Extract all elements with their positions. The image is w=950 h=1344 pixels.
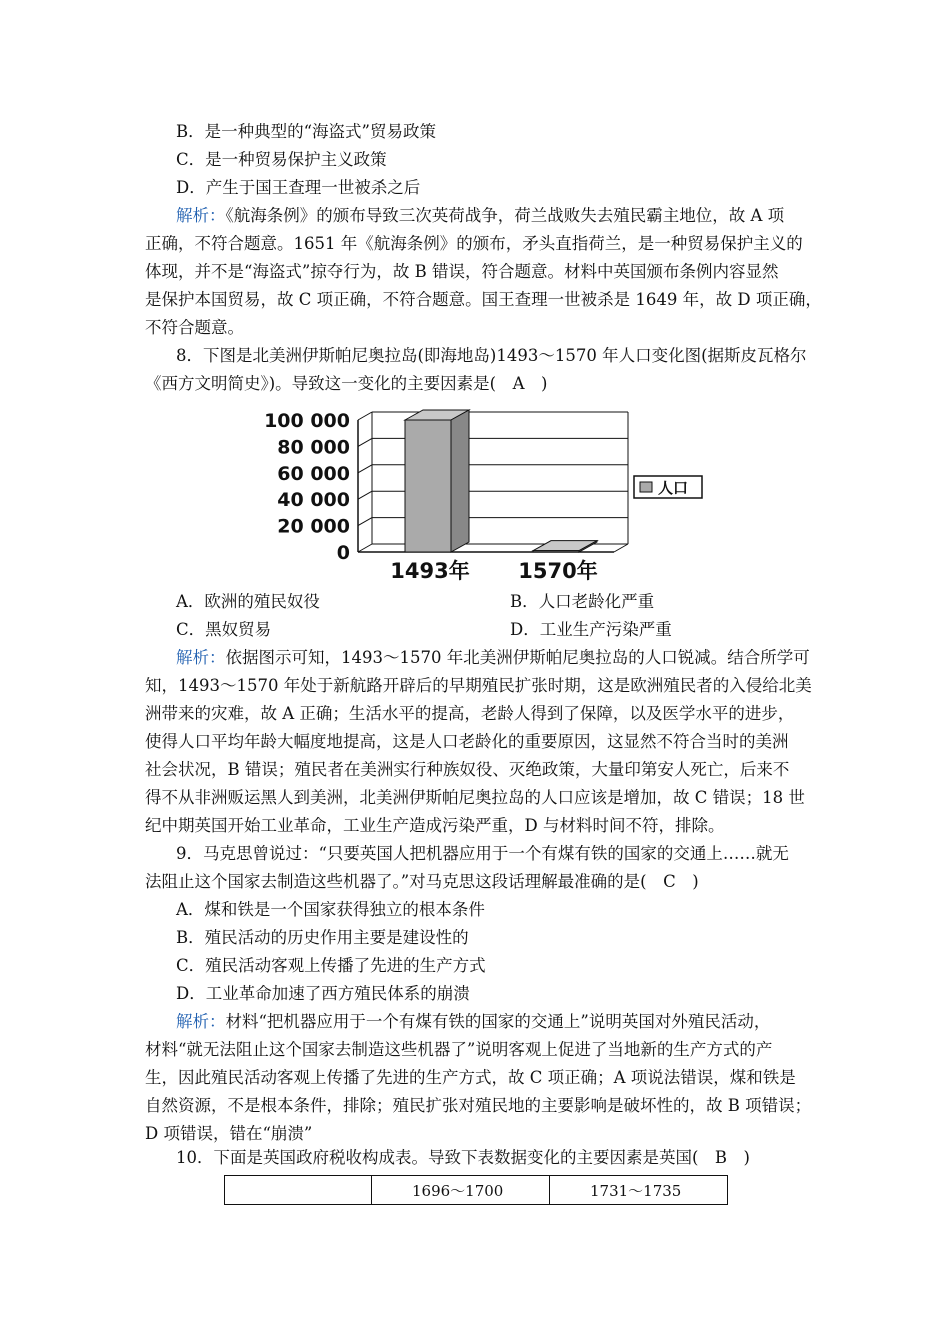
table-header-cell: 1731～1735 [550,1176,728,1205]
q9-analysis-line-1: 解析：材料“把机器应用于一个有煤有铁的国家的交通上”说明英国对外殖民活动， [176,1012,771,1031]
q8-option-c: C．黑奴贸易 [176,620,272,639]
bar [533,541,597,552]
q8-option-a: A．欧洲的殖民奴役 [176,592,320,611]
y-tick-label: 100 000 [264,410,350,432]
x-axis-categories [390,559,597,583]
q9-stem-line-2: 法阻止这个国家去制造这些机器了。”对马克思这段话理解最准确的是( C ) [145,872,699,891]
y-tick-label: 40 000 [277,489,350,512]
analysis-label: 解析： [176,648,226,667]
grid-line [358,518,372,526]
q8-analysis-line-7: 纪中期英国开始工业革命，工业生产造成污染严重，D 与材料时间不符，排除。 [145,816,725,835]
q9-option-a: A．煤和铁是一个国家获得独立的根本条件 [176,900,485,919]
grid-line [358,544,372,552]
bar-side [451,410,469,552]
grid-line [358,412,372,420]
q8-option-b: B．人口老龄化严重 [510,592,655,611]
bar-front [405,420,451,552]
table-header-cell [225,1176,372,1205]
q9-analysis-line-2: 材料“就无法阻止这个国家去制造这些机器了”说明客观上促进了当地新的生产方式的产 [145,1040,773,1059]
q7-analysis-line-2: 正确，不符合题意。1651 年《航海条例》的颁布，矛头直指荷兰，是一种贸易保护主义的 [145,234,803,253]
bar-front [533,551,579,552]
bar [405,410,469,552]
chart-grid [358,412,628,552]
table-row [225,1176,728,1205]
q9-analysis-line-5: D 项错误，错在“崩溃” [145,1124,313,1143]
y-tick-label: 20 000 [277,515,350,538]
y-tick-label: 0 [336,542,350,564]
q8-stem-line-1: 8．下图是北美洲伊斯帕尼奥拉岛(即海地岛)1493～1570 年人口变化图(据斯皮瓦格尔 [176,346,807,365]
q9-analysis-line-3: 生，因此殖民活动客观上传播了先进的生产方式，故 C 项正确；A 项说法错误，煤和铁是 [145,1068,796,1087]
analysis-label: 解析： [176,1012,226,1031]
q8-analysis-line-4: 使得人口平均年龄大幅度地提高，这是人口老龄化的重要原因，这显然不符合当时的美洲 [145,732,789,751]
q7-option-d: D．产生于国王查理一世被杀之后 [176,178,421,197]
q9-analysis-line-4: 自然资源，不是根本条件，排除；殖民扩张对殖民地的主要影响是破坏性的，故 B 项错误； [145,1096,812,1115]
tax-table [224,1175,728,1205]
x-category-label: 1493年 [390,559,470,583]
floor-edge [614,544,628,552]
q9-stem-line-1: 9．马克思曾说过：“只要英国人把机器应用于一个有煤有铁的国家的交通上……就无 [176,844,789,863]
q7-analysis-line-5: 不符合题意。 [145,318,244,337]
q8-option-d: D．工业生产污染严重 [510,620,672,639]
grid-line [358,465,372,473]
y-tick-label: 80 000 [277,436,350,459]
grid-line [358,491,372,499]
x-category-label: 1570年 [518,559,598,583]
table-header-cell: 1696～1700 [372,1176,550,1205]
q8-stem-line-2: 《西方文明简史》)。导致这一变化的主要因素是( A ) [145,374,548,393]
q8-analysis-line-3: 洲带来的灾难，故 A 正确；生活水平的提高，老龄人得到了保障，以及医学水平的进步， [145,704,795,723]
q9-option-d: D．工业革命加速了西方殖民体系的崩溃 [176,984,470,1003]
q8-analysis-line-2: 知，1493～1570 年处于新航路开辟后的早期殖民扩张时期，这是欧洲殖民者的入侵给北美 [145,676,812,695]
grid-line [358,438,372,446]
q8-analysis-line-1: 解析：依据图示可知，1493～1570 年北美洲伊斯帕尼奥拉岛的人口锐减。结合所学可 [176,648,810,667]
q9-option-c: C．殖民活动客观上传播了先进的生产方式 [176,956,486,975]
legend-swatch [640,482,652,492]
legend-label: 人口 [658,479,689,497]
q7-option-b: B．是一种典型的“海盗式”贸易政策 [176,122,436,141]
population-bar-chart [262,406,722,586]
q10-stem: 10．下面是英国政府税收构成表。导致下表数据变化的主要因素是英国( B ) [176,1148,750,1167]
q7-option-c: C．是一种贸易保护主义政策 [176,150,387,169]
q7-analysis-line-4: 是保护本国贸易，故 C 项正确，不符合题意。国王查理一世被杀是 1649 年，故 D 项正确， [145,290,822,309]
q7-analysis-line-3: 体现，并不是“海盗式”掠夺行为，故 B 错误，符合题意。材料中英国颁布条例内容显然 [145,262,779,281]
q8-analysis-line-5: 社会状况，B 错误；殖民者在美洲实行种族奴役、灭绝政策，大量印第安人死亡，后来不 [145,760,790,779]
q8-analysis-line-6: 得不从非洲贩运黑人到美洲，北美洲伊斯帕尼奥拉岛的人口应该是增加，故 C 错误；18 世 [145,788,805,807]
chart-legend [634,476,702,498]
y-axis-ticks [264,410,350,564]
analysis-label: 解析： [176,206,226,225]
q9-option-b: B．殖民活动的历史作用主要是建设性的 [176,928,469,947]
chart-bars [405,410,597,552]
q7-analysis-line-1: 解析：《航海条例》的颁布导致三次英荷战争，荷兰战败失去殖民霸主地位，故 A 项 [176,206,785,225]
y-tick-label: 60 000 [277,462,350,485]
